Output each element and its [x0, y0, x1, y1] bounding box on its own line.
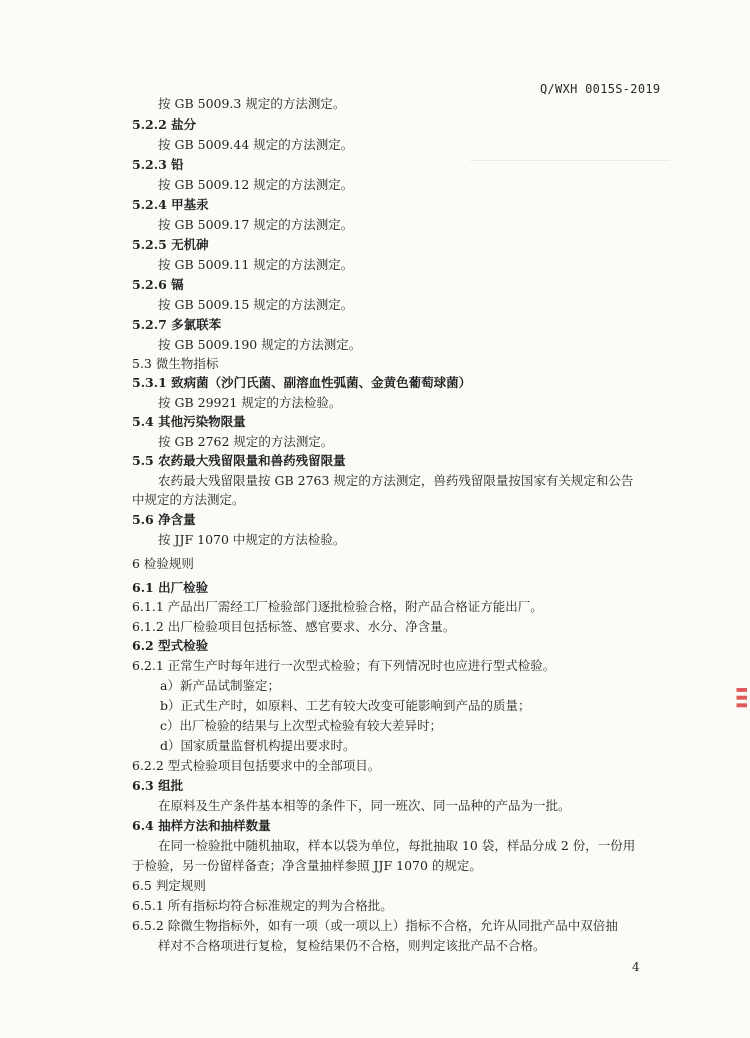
text-line: 5.2.4 甲基汞	[132, 197, 209, 212]
text-line: 按 JJF 1070 中规定的方法检验。	[158, 532, 346, 547]
text-line: 在原料及生产条件基本相等的条件下，同一班次、同一品种的产品为一批。	[158, 798, 571, 813]
text-line: 6.5.1 所有指标均符合标准规定的判为合格批。	[132, 898, 393, 913]
text-line: d）国家质量监督机构提出要求时。	[160, 738, 356, 753]
text-line: 5.4 其他污染物限量	[132, 414, 246, 429]
text-line: 6.2 型式检验	[132, 638, 209, 653]
text-line: 样对不合格项进行复检，复检结果仍不合格，则判定该批产品不合格。	[158, 938, 546, 953]
text-line: b）正式生产时，如原料、工艺有较大改变可能影响到产品的质量；	[160, 698, 531, 713]
text-line: 6.4 抽样方法和抽样数量	[132, 818, 271, 833]
text-line: 于检验，另一份留样备查；净含量抽样参照 JJF 1070 的规定。	[132, 858, 482, 873]
text-line: 5.2.7 多氯联苯	[132, 317, 222, 332]
text-line: 5.2.5 无机砷	[132, 237, 209, 252]
text-line: 5.2.3 铅	[132, 157, 184, 172]
text-line: 6.1 出厂检验	[132, 580, 209, 595]
text-line: 5.5 农药最大残留限量和兽药残留限量	[132, 453, 346, 468]
text-line: 按 GB 5009.190 规定的方法测定。	[158, 337, 362, 352]
text-line: 6.1.2 出厂检验项目包括标签、感官要求、水分、净含量。	[132, 619, 456, 634]
text-line: 按 GB 5009.44 规定的方法测定。	[158, 137, 354, 152]
text-line: 在同一检验批中随机抽取，样本以袋为单位，每批抽取 10 袋，样品分成 2 份，一份用	[158, 838, 636, 853]
document-id: Q/WXH 0015S-2019	[540, 82, 661, 96]
text-line: 按 GB 2762 规定的方法测定。	[158, 434, 334, 449]
text-line: 按 GB 5009.3 规定的方法测定。	[158, 96, 346, 111]
text-line: 5.2.2 盐分	[132, 117, 197, 132]
seal-stamp-edge: ▌▌▌	[736, 688, 747, 712]
text-line: 按 GB 29921 规定的方法检验。	[158, 395, 342, 410]
text-line: c）出厂检验的结果与上次型式检验有较大差异时；	[160, 718, 443, 733]
text-line: 5.6 净含量	[132, 512, 196, 527]
text-line: 6 检验规则	[132, 556, 194, 571]
text-line: 中规定的方法测定。	[132, 492, 245, 507]
text-line: 6.1.1 产品出厂需经工厂检验部门逐批检验合格，附产品合格证方能出厂。	[132, 599, 543, 614]
page-number: 4	[632, 960, 640, 974]
text-line: 农药最大残留限量按 GB 2763 规定的方法测定，兽药残留限量按国家有关规定和公告	[158, 473, 634, 488]
text-line: 5.3.1 致病菌（沙门氏菌、副溶血性弧菌、金黄色葡萄球菌）	[132, 375, 472, 390]
text-line: 按 GB 5009.12 规定的方法测定。	[158, 177, 354, 192]
text-line: 5.2.6 镉	[132, 277, 184, 292]
text-line: 6.3 组批	[132, 778, 184, 793]
bleed-through-rule	[470, 160, 670, 161]
text-line: 5.3 微生物指标	[132, 356, 219, 371]
text-line: 6.5 判定规则	[132, 878, 206, 893]
text-line: a）新产品试制鉴定；	[160, 678, 280, 693]
text-line: 6.2.1 正常生产时每年进行一次型式检验；有下列情况时也应进行型式检验。	[132, 658, 556, 673]
text-line: 6.2.2 型式检验项目包括要求中的全部项目。	[132, 758, 381, 773]
text-line: 按 GB 5009.11 规定的方法测定。	[158, 257, 354, 272]
text-line: 6.5.2 除微生物指标外，如有一项（或一项以上）指标不合格，允许从同批产品中双倍抽	[132, 918, 618, 933]
text-line: 按 GB 5009.17 规定的方法测定。	[158, 217, 354, 232]
text-line: 按 GB 5009.15 规定的方法测定。	[158, 297, 354, 312]
